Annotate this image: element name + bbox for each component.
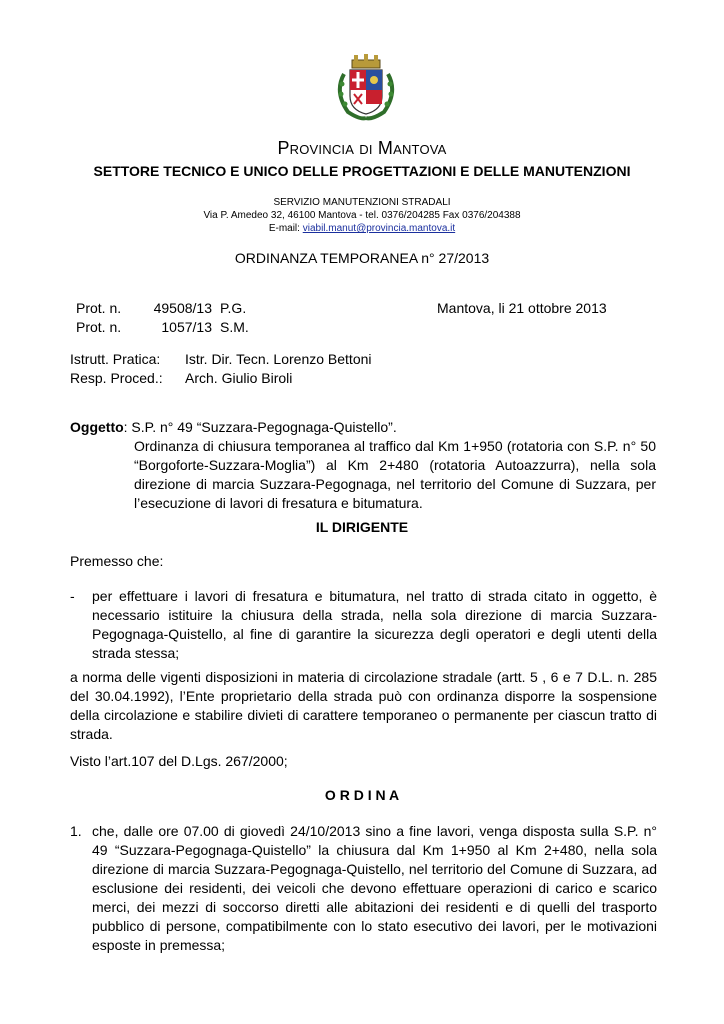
subject-body: Ordinanza di chiusura temporanea al traffico dal Km 1+950 (rotatoria con S.P. n° 50 “Borgoforte-Suzzara-Moglia”) al Km 2+480 (rotatoria Autoazzurra), nella sola direzione di marcia Suzzara-Pegognaga, nel territorio del Comune di Suzzara, per l’esecuzione di lavori di fresatura e bitumatura. bbox=[134, 438, 656, 511]
subject-road: : S.P. n° 49 “Suzzara-Pegognaga-Quistello”. bbox=[123, 419, 397, 435]
ordinance-title: ORDINANZA TEMPORANEA n° 27/2013 bbox=[234, 250, 490, 266]
bullet-text: per effettuare i lavori di fresatura e bitumatura, nel tratto di strada citato in oggetto, è necessario istituire la chiusura della strada, nella sola direzione di marcia Suzzara-Pegognaga-Quistello, al fine di garantire la sicurezza degli operatori e degli utenti della strada stessa; bbox=[92, 588, 657, 661]
official-name: Istr. Dir. Tecn. Lorenzo Bettoni bbox=[185, 351, 372, 367]
sector-title: SETTORE TECNICO E UNICO DELLE PROGETTAZIONI E DELLE MANUTENZIONI bbox=[93, 163, 631, 179]
official-label: Resp. Proced.: bbox=[70, 370, 163, 386]
visto-text: Visto l’art.107 del D.Lgs. 267/2000; bbox=[70, 753, 288, 769]
email-link[interactable]: viabil.manut@provincia.mantova.it bbox=[302, 223, 456, 234]
organization-title: Provincia di Mantova bbox=[277, 138, 447, 158]
protocol-label: Prot. n. bbox=[76, 300, 122, 316]
email-line bbox=[0, 222, 724, 235]
official-row bbox=[70, 350, 372, 369]
protocol-code: S.M. bbox=[220, 319, 249, 335]
service-name: SERVIZIO MANUTENZIONI STRADALI bbox=[273, 197, 451, 208]
protocol-number: 1057/13 bbox=[161, 319, 212, 335]
bullet-marker: - bbox=[70, 588, 75, 604]
protocol-row bbox=[76, 299, 246, 318]
protocol-row bbox=[76, 318, 249, 337]
norma-paragraph: a norma delle vigenti disposizioni in materia di circolazione stradale (artt. 5 , 6 e 7 D.L. n. 285 del 30.04.1992), l’Ente proprietario della strada può con ordinanza disporre la sospensione della circolazione e stabilire divieti di carattere temporaneo o permanente per ciascun tratto di strada. bbox=[70, 669, 657, 742]
ordina-heading: O R D I N A bbox=[324, 787, 400, 803]
official-label: Istrutt. Pratica: bbox=[70, 351, 161, 367]
subject-label: Oggetto bbox=[70, 419, 124, 435]
dirigente-heading: IL DIRIGENTE bbox=[315, 519, 409, 535]
office-address: Via P. Amedeo 32, 46100 Mantova - tel. 0376/204285 Fax 0376/204388 bbox=[203, 210, 521, 221]
protocol-number: 49508/13 bbox=[153, 300, 212, 316]
official-row bbox=[70, 369, 292, 388]
provincia-coat-of-arms-logo bbox=[330, 52, 402, 122]
place-date: Mantova, li 21 ottobre 2013 bbox=[437, 300, 607, 316]
order-text: che, dalle ore 07.00 di giovedì 24/10/2013 sino a fine lavori, venga disposta sulla S.P. n° 49 “Suzzara-Pegognaga-Quistello” la chiusura dal Km 1+950 al Km 2+480, nella sola direzione di marcia Suzzara-Pegognaga-Quistello, nel territorio del Comune di Suzzara, ad esclusione dei residenti, dei veicoli che devono effettuare operazioni di carico e scarico merci, dei mezzi di soccorso diretti alle abitazioni dei residenti e di quelli del trasporto pubblico di persone, compatibilmente con lo stato esecutivo dei lavori, per le motivazioni esposte in premessa; bbox=[92, 823, 657, 953]
protocol-code: P.G. bbox=[220, 300, 247, 316]
subject-line bbox=[70, 418, 397, 437]
protocol-label: Prot. n. bbox=[76, 319, 122, 335]
order-number: 1. bbox=[70, 823, 82, 839]
email-label: E-mail: bbox=[268, 223, 303, 234]
premesso-text: Premesso che: bbox=[70, 553, 164, 569]
official-name: Arch. Giulio Biroli bbox=[185, 370, 293, 386]
